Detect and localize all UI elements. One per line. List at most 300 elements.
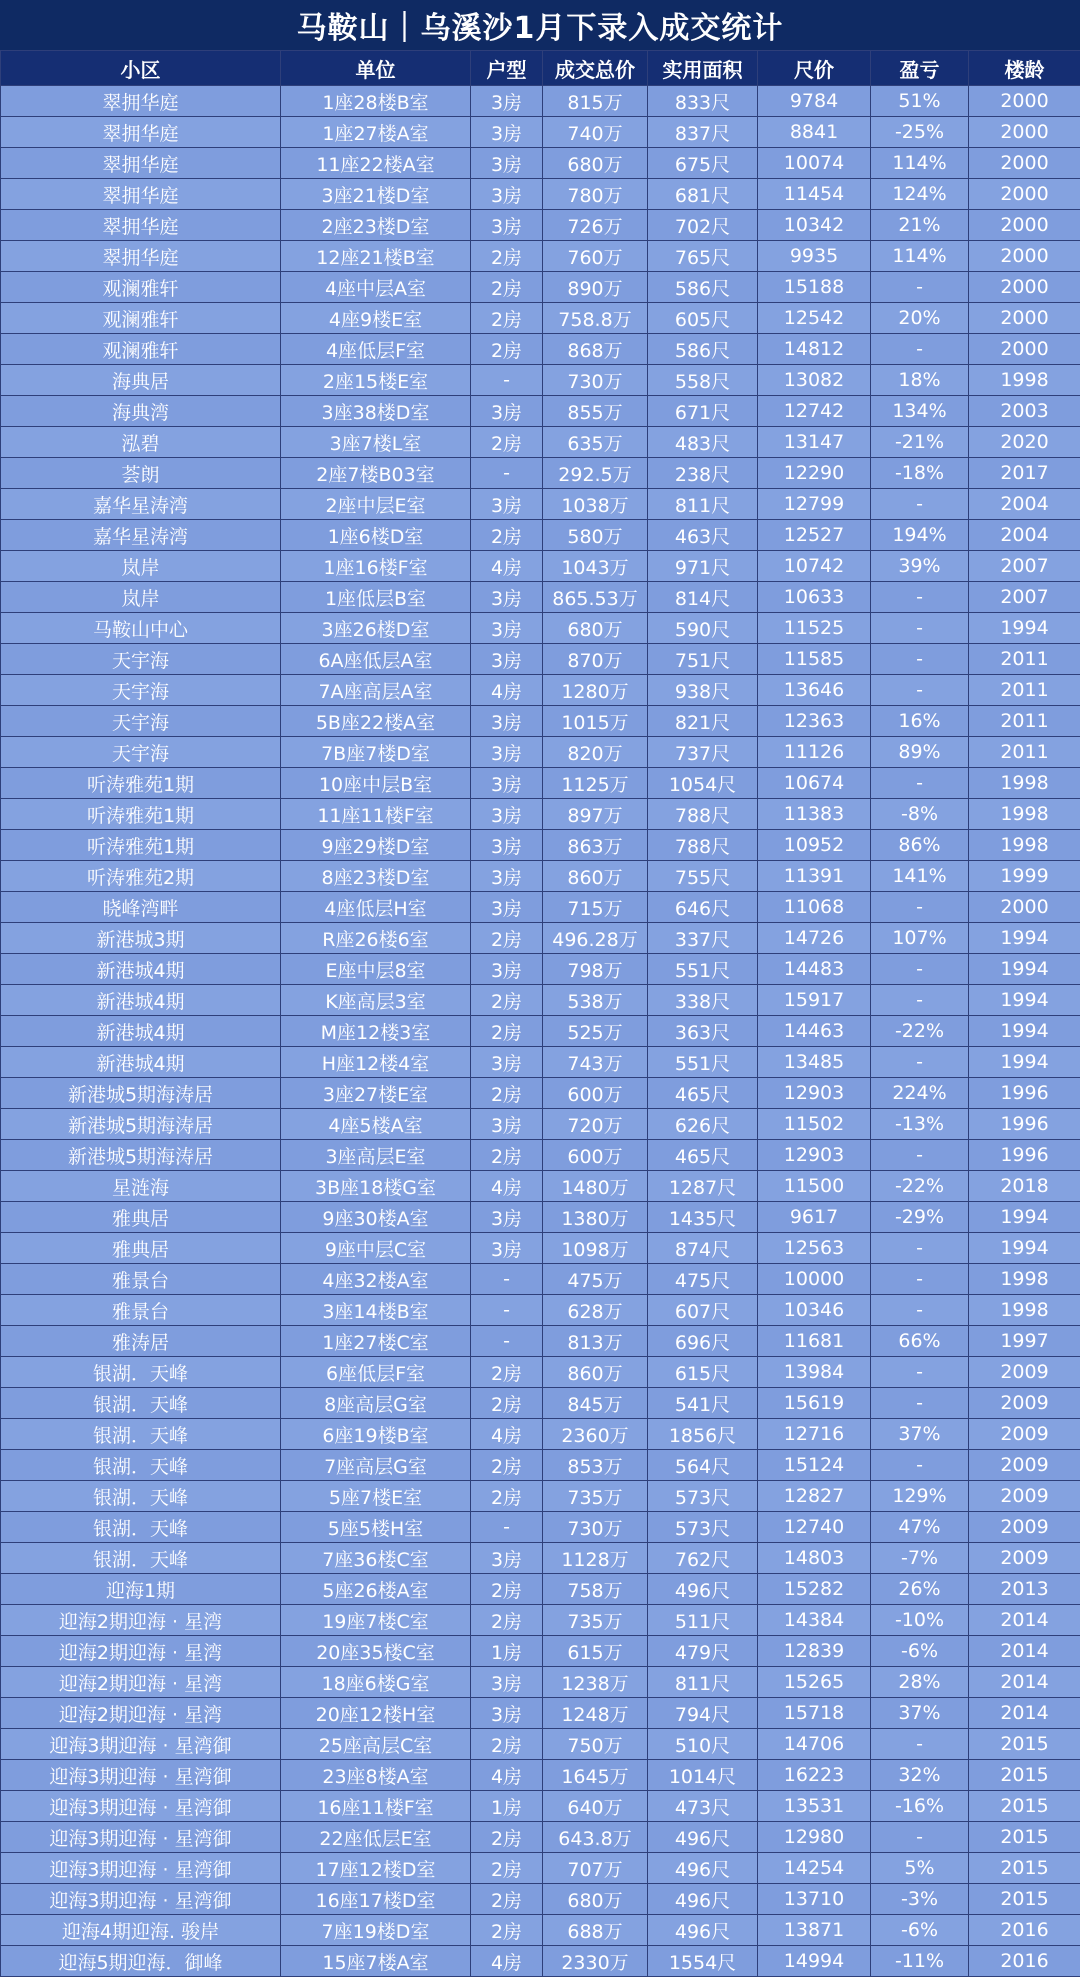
cell-building-age: 2015 — [969, 1884, 1080, 1915]
cell-profit-loss: -3% — [871, 1884, 969, 1915]
cell-total-price: 758万 — [543, 1574, 648, 1605]
cell-saleable-area: 475尺 — [648, 1264, 758, 1295]
cell-profit-loss: - — [871, 334, 969, 365]
cell-total-price: 1380万 — [543, 1202, 648, 1233]
cell-price-per-sqft: 15619 — [758, 1388, 871, 1419]
cell-profit-loss: - — [871, 1388, 969, 1419]
cell-unit: 1座低层B室 — [281, 582, 471, 613]
cell-profit-loss: - — [871, 644, 969, 675]
cell-layout: 3房 — [471, 1698, 543, 1729]
cell-profit-loss: - — [871, 1264, 969, 1295]
table-row — [1, 489, 1080, 520]
cell-building-age: 2015 — [969, 1822, 1080, 1853]
cell-unit: 16座17楼D室 — [281, 1884, 471, 1915]
cell-total-price: 1248万 — [543, 1698, 648, 1729]
cell-layout: 2房 — [471, 1574, 543, 1605]
cell-saleable-area: 702尺 — [648, 210, 758, 241]
cell-profit-loss: - — [871, 1450, 969, 1481]
cell-price-per-sqft: 11383 — [758, 799, 871, 830]
table-row — [1, 210, 1080, 241]
cell-layout: 2房 — [471, 241, 543, 272]
table-body — [1, 86, 1080, 1977]
cell-total-price: 743万 — [543, 1047, 648, 1078]
cell-unit: 2座15楼E室 — [281, 365, 471, 396]
table-row — [1, 272, 1080, 303]
table-row — [1, 1047, 1080, 1078]
cell-building-age: 2009 — [969, 1543, 1080, 1574]
cell-total-price: 715万 — [543, 892, 648, 923]
table-row — [1, 1295, 1080, 1326]
cell-total-price: 865.53万 — [543, 582, 648, 613]
cell-saleable-area: 788尺 — [648, 830, 758, 861]
cell-layout: 2房 — [471, 1481, 543, 1512]
cell-unit: 6座低层F室 — [281, 1357, 471, 1388]
cell-price-per-sqft: 14463 — [758, 1016, 871, 1047]
cell-unit: 3座27楼E室 — [281, 1078, 471, 1109]
cell-price-per-sqft: 12542 — [758, 303, 871, 334]
cell-total-price: 1238万 — [543, 1667, 648, 1698]
cell-unit: 9座30楼A室 — [281, 1202, 471, 1233]
cell-saleable-area: 605尺 — [648, 303, 758, 334]
cell-estate: 嘉华星涛湾 — [1, 520, 281, 551]
cell-price-per-sqft: 12740 — [758, 1512, 871, 1543]
cell-total-price: 730万 — [543, 365, 648, 396]
cell-price-per-sqft: 13646 — [758, 675, 871, 706]
cell-saleable-area: 751尺 — [648, 644, 758, 675]
cell-unit: E座中层8室 — [281, 954, 471, 985]
cell-price-per-sqft: 11391 — [758, 861, 871, 892]
cell-total-price: 600万 — [543, 1140, 648, 1171]
cell-total-price: 740万 — [543, 117, 648, 148]
cell-saleable-area: 338尺 — [648, 985, 758, 1016]
cell-building-age: 2009 — [969, 1481, 1080, 1512]
cell-layout: 3房 — [471, 1202, 543, 1233]
cell-total-price: 760万 — [543, 241, 648, 272]
cell-total-price: 680万 — [543, 148, 648, 179]
cell-unit: 18座6楼G室 — [281, 1667, 471, 1698]
cell-building-age: 1998 — [969, 830, 1080, 861]
cell-unit: 3座38楼D室 — [281, 396, 471, 427]
cell-unit: R座26楼6室 — [281, 923, 471, 954]
cell-saleable-area: 496尺 — [648, 1884, 758, 1915]
cell-estate: 银湖．天峰 — [1, 1419, 281, 1450]
cell-price-per-sqft: 15282 — [758, 1574, 871, 1605]
cell-profit-loss: 37% — [871, 1698, 969, 1729]
cell-total-price: 870万 — [543, 644, 648, 675]
cell-price-per-sqft: 15124 — [758, 1450, 871, 1481]
cell-price-per-sqft: 14812 — [758, 334, 871, 365]
cell-price-per-sqft: 14994 — [758, 1946, 871, 1977]
cell-estate: 迎海3期迎海 · 星湾御 — [1, 1853, 281, 1884]
table-row — [1, 427, 1080, 458]
cell-building-age: 2009 — [969, 1512, 1080, 1543]
cell-price-per-sqft: 12903 — [758, 1078, 871, 1109]
cell-saleable-area: 465尺 — [648, 1140, 758, 1171]
cell-unit: 22座低层E室 — [281, 1822, 471, 1853]
cell-total-price: 720万 — [543, 1109, 648, 1140]
cell-profit-loss: 21% — [871, 210, 969, 241]
header-unit: 单位 — [281, 51, 471, 86]
cell-saleable-area: 541尺 — [648, 1388, 758, 1419]
cell-saleable-area: 607尺 — [648, 1295, 758, 1326]
cell-profit-loss: - — [871, 768, 969, 799]
cell-saleable-area: 586尺 — [648, 334, 758, 365]
table-row — [1, 1636, 1080, 1667]
cell-estate: 海典湾 — [1, 396, 281, 427]
cell-saleable-area: 463尺 — [648, 520, 758, 551]
cell-building-age: 2009 — [969, 1450, 1080, 1481]
cell-price-per-sqft: 12290 — [758, 458, 871, 489]
cell-total-price: 600万 — [543, 1078, 648, 1109]
cell-price-per-sqft: 15718 — [758, 1698, 871, 1729]
cell-estate: 天宇海 — [1, 644, 281, 675]
cell-layout: 3房 — [471, 1047, 543, 1078]
cell-total-price: 855万 — [543, 396, 648, 427]
cell-unit: K座高层3室 — [281, 985, 471, 1016]
cell-profit-loss: 114% — [871, 148, 969, 179]
cell-estate: 嘉华星涛湾 — [1, 489, 281, 520]
cell-estate: 翠拥华庭 — [1, 179, 281, 210]
cell-estate: 雅景台 — [1, 1295, 281, 1326]
cell-price-per-sqft: 13485 — [758, 1047, 871, 1078]
cell-building-age: 2015 — [969, 1729, 1080, 1760]
table-row — [1, 1760, 1080, 1791]
header-saleable-area: 实用面积 — [648, 51, 758, 86]
table-row — [1, 148, 1080, 179]
cell-estate: 观澜雅轩 — [1, 272, 281, 303]
cell-total-price: 1125万 — [543, 768, 648, 799]
cell-unit: 20座12楼H室 — [281, 1698, 471, 1729]
table-row — [1, 1884, 1080, 1915]
cell-unit: 3座7楼L室 — [281, 427, 471, 458]
cell-layout: 2房 — [471, 1357, 543, 1388]
table-row — [1, 768, 1080, 799]
cell-price-per-sqft: 10633 — [758, 582, 871, 613]
cell-saleable-area: 811尺 — [648, 1667, 758, 1698]
cell-total-price: 726万 — [543, 210, 648, 241]
cell-layout: 3房 — [471, 1233, 543, 1264]
cell-building-age: 1994 — [969, 1233, 1080, 1264]
cell-estate: 雅涛居 — [1, 1326, 281, 1357]
cell-profit-loss: 28% — [871, 1667, 969, 1698]
cell-building-age: 2004 — [969, 489, 1080, 520]
cell-saleable-area: 814尺 — [648, 582, 758, 613]
table-row — [1, 923, 1080, 954]
cell-layout: 1房 — [471, 1791, 543, 1822]
cell-total-price: 680万 — [543, 1884, 648, 1915]
cell-price-per-sqft: 15917 — [758, 985, 871, 1016]
cell-estate: 听涛雅苑1期 — [1, 768, 281, 799]
table-row — [1, 1543, 1080, 1574]
cell-profit-loss: - — [871, 272, 969, 303]
cell-profit-loss: -25% — [871, 117, 969, 148]
cell-layout: 2房 — [471, 1884, 543, 1915]
cell-profit-loss: -10% — [871, 1605, 969, 1636]
cell-layout: 2房 — [471, 427, 543, 458]
cell-estate: 新港城4期 — [1, 1016, 281, 1047]
cell-price-per-sqft: 11681 — [758, 1326, 871, 1357]
cell-total-price: 735万 — [543, 1605, 648, 1636]
cell-unit: 4座低层H室 — [281, 892, 471, 923]
table-row — [1, 1853, 1080, 1884]
cell-layout: - — [471, 1326, 543, 1357]
table-row — [1, 1915, 1080, 1946]
cell-layout: 4房 — [471, 1419, 543, 1450]
table-row — [1, 86, 1080, 117]
cell-estate: 迎海3期迎海 · 星湾御 — [1, 1791, 281, 1822]
cell-saleable-area: 496尺 — [648, 1574, 758, 1605]
cell-layout: 3房 — [471, 954, 543, 985]
cell-price-per-sqft: 15188 — [758, 272, 871, 303]
cell-building-age: 1996 — [969, 1109, 1080, 1140]
cell-unit: 5B座22楼A室 — [281, 706, 471, 737]
cell-total-price: 615万 — [543, 1636, 648, 1667]
cell-price-per-sqft: 9617 — [758, 1202, 871, 1233]
cell-profit-loss: 26% — [871, 1574, 969, 1605]
cell-building-age: 2009 — [969, 1419, 1080, 1450]
cell-price-per-sqft: 13531 — [758, 1791, 871, 1822]
table-row — [1, 1605, 1080, 1636]
cell-saleable-area: 615尺 — [648, 1357, 758, 1388]
cell-total-price: 868万 — [543, 334, 648, 365]
cell-unit: H座12楼4室 — [281, 1047, 471, 1078]
cell-building-age: 2000 — [969, 272, 1080, 303]
cell-saleable-area: 821尺 — [648, 706, 758, 737]
cell-building-age: 1998 — [969, 768, 1080, 799]
cell-saleable-area: 337尺 — [648, 923, 758, 954]
cell-price-per-sqft: 15265 — [758, 1667, 871, 1698]
cell-unit: 1座27楼A室 — [281, 117, 471, 148]
table-row — [1, 365, 1080, 396]
cell-unit: 7A座高层A室 — [281, 675, 471, 706]
cell-saleable-area: 626尺 — [648, 1109, 758, 1140]
cell-estate: 雅典居 — [1, 1202, 281, 1233]
cell-building-age: 1998 — [969, 365, 1080, 396]
cell-layout: 4房 — [471, 1946, 543, 1977]
cell-estate: 银湖．天峰 — [1, 1543, 281, 1574]
cell-total-price: 735万 — [543, 1481, 648, 1512]
cell-profit-loss: -22% — [871, 1171, 969, 1202]
table-row — [1, 1667, 1080, 1698]
cell-building-age: 2000 — [969, 86, 1080, 117]
cell-estate: 翠拥华庭 — [1, 117, 281, 148]
cell-saleable-area: 363尺 — [648, 1016, 758, 1047]
cell-estate: 翠拥华庭 — [1, 148, 281, 179]
cell-unit: 17座12楼D室 — [281, 1853, 471, 1884]
cell-saleable-area: 564尺 — [648, 1450, 758, 1481]
cell-unit: 3座21楼D室 — [281, 179, 471, 210]
cell-estate: 银湖．天峰 — [1, 1512, 281, 1543]
cell-building-age: 1994 — [969, 1016, 1080, 1047]
table-row — [1, 861, 1080, 892]
cell-total-price: 1015万 — [543, 706, 648, 737]
cell-unit: 2座23楼D室 — [281, 210, 471, 241]
cell-profit-loss: 124% — [871, 179, 969, 210]
cell-total-price: 820万 — [543, 737, 648, 768]
table-row — [1, 1729, 1080, 1760]
cell-unit: 1座27楼C室 — [281, 1326, 471, 1357]
table-row — [1, 582, 1080, 613]
cell-total-price: 863万 — [543, 830, 648, 861]
cell-saleable-area: 788尺 — [648, 799, 758, 830]
cell-saleable-area: 573尺 — [648, 1481, 758, 1512]
cell-total-price: 780万 — [543, 179, 648, 210]
cell-profit-loss: - — [871, 954, 969, 985]
cell-price-per-sqft: 12563 — [758, 1233, 871, 1264]
cell-unit: 2座中层E室 — [281, 489, 471, 520]
cell-layout: 3房 — [471, 179, 543, 210]
cell-layout: 2房 — [471, 985, 543, 1016]
cell-layout: 3房 — [471, 799, 543, 830]
cell-layout: 2房 — [471, 334, 543, 365]
cell-total-price: 640万 — [543, 1791, 648, 1822]
cell-building-age: 2007 — [969, 551, 1080, 582]
cell-total-price: 1038万 — [543, 489, 648, 520]
cell-profit-loss: 66% — [871, 1326, 969, 1357]
cell-estate: 银湖．天峰 — [1, 1357, 281, 1388]
cell-estate: 迎海2期迎海 · 星湾 — [1, 1605, 281, 1636]
cell-profit-loss: 194% — [871, 520, 969, 551]
cell-total-price: 2360万 — [543, 1419, 648, 1450]
cell-layout: 3房 — [471, 1667, 543, 1698]
cell-total-price: 845万 — [543, 1388, 648, 1419]
cell-profit-loss: -6% — [871, 1915, 969, 1946]
cell-price-per-sqft: 12827 — [758, 1481, 871, 1512]
cell-saleable-area: 696尺 — [648, 1326, 758, 1357]
cell-price-per-sqft: 11525 — [758, 613, 871, 644]
cell-layout: 2房 — [471, 1388, 543, 1419]
cell-total-price: 1280万 — [543, 675, 648, 706]
cell-total-price: 475万 — [543, 1264, 648, 1295]
cell-unit: 8座高层G室 — [281, 1388, 471, 1419]
cell-total-price: 890万 — [543, 272, 648, 303]
cell-unit: 5座5楼H室 — [281, 1512, 471, 1543]
cell-price-per-sqft: 16223 — [758, 1760, 871, 1791]
cell-saleable-area: 671尺 — [648, 396, 758, 427]
table-row — [1, 1481, 1080, 1512]
cell-estate: 新港城4期 — [1, 985, 281, 1016]
cell-total-price: 853万 — [543, 1450, 648, 1481]
cell-profit-loss: 20% — [871, 303, 969, 334]
cell-layout: 2房 — [471, 1078, 543, 1109]
cell-estate: 翠拥华庭 — [1, 210, 281, 241]
cell-total-price: 798万 — [543, 954, 648, 985]
cell-layout: 4房 — [471, 1171, 543, 1202]
table-row — [1, 520, 1080, 551]
cell-price-per-sqft: 14726 — [758, 923, 871, 954]
cell-estate: 泓碧 — [1, 427, 281, 458]
cell-building-age: 1994 — [969, 613, 1080, 644]
header-layout: 户型 — [471, 51, 543, 86]
cell-profit-loss: 89% — [871, 737, 969, 768]
table-row — [1, 303, 1080, 334]
cell-saleable-area: 496尺 — [648, 1915, 758, 1946]
cell-price-per-sqft: 11502 — [758, 1109, 871, 1140]
cell-price-per-sqft: 10742 — [758, 551, 871, 582]
cell-saleable-area: 590尺 — [648, 613, 758, 644]
cell-layout: 4房 — [471, 1760, 543, 1791]
table-row — [1, 1388, 1080, 1419]
cell-total-price: 525万 — [543, 1016, 648, 1047]
cell-saleable-area: 238尺 — [648, 458, 758, 489]
cell-unit: 7座19楼D室 — [281, 1915, 471, 1946]
cell-saleable-area: 938尺 — [648, 675, 758, 706]
cell-price-per-sqft: 9935 — [758, 241, 871, 272]
cell-layout: 3房 — [471, 396, 543, 427]
cell-unit: 12座21楼B室 — [281, 241, 471, 272]
cell-layout: 3房 — [471, 706, 543, 737]
cell-building-age: 2000 — [969, 241, 1080, 272]
cell-saleable-area: 646尺 — [648, 892, 758, 923]
cell-saleable-area: 681尺 — [648, 179, 758, 210]
cell-unit: 1座6楼D室 — [281, 520, 471, 551]
cell-total-price: 538万 — [543, 985, 648, 1016]
cell-saleable-area: 833尺 — [648, 86, 758, 117]
cell-price-per-sqft: 14384 — [758, 1605, 871, 1636]
cell-estate: 听涛雅苑1期 — [1, 830, 281, 861]
header-price-per-sqft: 尺价 — [758, 51, 871, 86]
cell-saleable-area: 496尺 — [648, 1822, 758, 1853]
cell-layout: - — [471, 1512, 543, 1543]
cell-saleable-area: 558尺 — [648, 365, 758, 396]
cell-building-age: 2000 — [969, 117, 1080, 148]
cell-profit-loss: 47% — [871, 1512, 969, 1543]
table-row — [1, 830, 1080, 861]
cell-profit-loss: 114% — [871, 241, 969, 272]
cell-unit: 9座中层C室 — [281, 1233, 471, 1264]
cell-unit: 2座7楼B03室 — [281, 458, 471, 489]
table-row — [1, 396, 1080, 427]
cell-layout: 2房 — [471, 1915, 543, 1946]
cell-estate: 迎海3期迎海 · 星湾御 — [1, 1884, 281, 1915]
cell-building-age: 2014 — [969, 1636, 1080, 1667]
header-building-age: 楼龄 — [969, 51, 1080, 86]
cell-building-age: 2016 — [969, 1946, 1080, 1977]
cell-total-price: 815万 — [543, 86, 648, 117]
table-row — [1, 1574, 1080, 1605]
cell-unit: 9座29楼D室 — [281, 830, 471, 861]
cell-saleable-area: 1435尺 — [648, 1202, 758, 1233]
table-row — [1, 737, 1080, 768]
cell-profit-loss: 37% — [871, 1419, 969, 1450]
cell-profit-loss: - — [871, 1295, 969, 1326]
cell-price-per-sqft: 12903 — [758, 1140, 871, 1171]
cell-price-per-sqft: 11500 — [758, 1171, 871, 1202]
cell-unit: 4座9楼E室 — [281, 303, 471, 334]
cell-saleable-area: 794尺 — [648, 1698, 758, 1729]
cell-building-age: 2014 — [969, 1698, 1080, 1729]
cell-unit: 23座8楼A室 — [281, 1760, 471, 1791]
table-row — [1, 1016, 1080, 1047]
cell-price-per-sqft: 10674 — [758, 768, 871, 799]
cell-profit-loss: -29% — [871, 1202, 969, 1233]
cell-total-price: 688万 — [543, 1915, 648, 1946]
cell-unit: 5座7楼E室 — [281, 1481, 471, 1512]
table-row — [1, 1140, 1080, 1171]
cell-building-age: 1999 — [969, 861, 1080, 892]
page-title: 马鞍山｜乌溪沙1月下录入成交统计 — [0, 0, 1080, 50]
cell-price-per-sqft: 13147 — [758, 427, 871, 458]
cell-total-price: 292.5万 — [543, 458, 648, 489]
table-row — [1, 892, 1080, 923]
cell-estate: 天宇海 — [1, 706, 281, 737]
cell-building-age: 2009 — [969, 1388, 1080, 1419]
cell-estate: 雅典居 — [1, 1233, 281, 1264]
cell-unit: 25座高层C室 — [281, 1729, 471, 1760]
cell-layout: 3房 — [471, 613, 543, 644]
cell-layout: 3房 — [471, 644, 543, 675]
cell-saleable-area: 675尺 — [648, 148, 758, 179]
